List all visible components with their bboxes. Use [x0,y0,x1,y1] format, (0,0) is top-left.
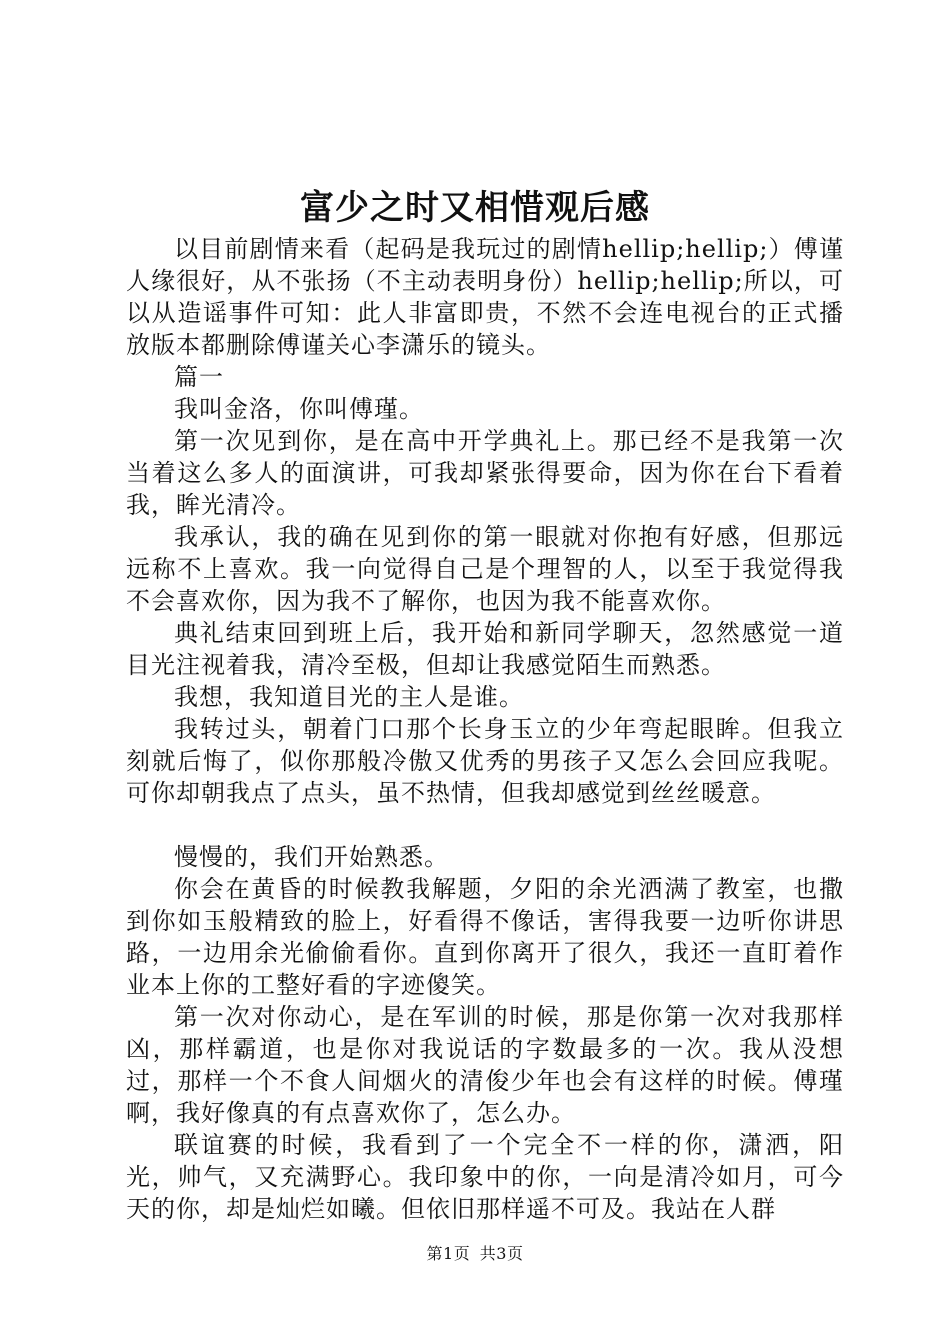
paragraph: 你会在黄昏的时候教我解题，夕阳的余光洒满了教室，也撒到你如玉般精致的脸上，好看得不像话，害得我要一边听你讲思路，一边用余光偷偷看你。直到你离开了很久，我还一直盯着作业本上你的工整好看的字迹傻笑。 [126,875,844,999]
paragraph-section-heading: 篇一 [174,363,224,391]
paragraph: 慢慢的，我们开始熟悉。 [174,843,449,871]
paragraph: 典礼结束回到班上后，我开始和新同学聊天，忽然感觉一道目光注视着我，清冷至极，但却让我感觉陌生而熟悉。 [126,619,844,679]
paragraph-intro: 以目前剧情来看（起码是我玩过的剧情hellip;hellip;）傅谨人缘很好，从不张扬（不主动表明身份）hellip;hellip;所以，可以从造谣事件可知：此人非富即贵，不然不会连电视台的正式播放版本都删除傅谨关心李潇乐的镜头。 [126,235,844,359]
page-number: 第1页 [426,1244,471,1263]
paragraph: 我叫金洛，你叫傅瑾。 [174,395,424,423]
page-total: 共3页 [479,1244,524,1263]
page-footer [0,1242,950,1266]
paragraph: 第一次见到你，是在高中开学典礼上。那已经不是我第一次当着这么多人的面演讲，可我却紧张得要命，因为你在台下看着我，眸光清冷。 [126,427,844,519]
paragraph: 我想，我知道目光的主人是谁。 [174,683,524,711]
paragraph: 第一次对你动心，是在军训的时候，那是你第一次对我那样凶，那样霸道，也是你对我说话的字数最多的一次。我从没想过，那样一个不食人间烟火的清俊少年也会有这样的时候。傅瑾啊，我好像真的有点喜欢你了，怎么办。 [126,1003,844,1127]
document-title: 富少之时又相惜观后感 [300,188,650,228]
paragraph: 我承认，我的确在见到你的第一眼就对你抱有好感，但那远远称不上喜欢。我一向觉得自己是个理智的人，以至于我觉得我不会喜欢你，因为我不了解你，也因为我不能喜欢你。 [126,523,844,615]
paragraph: 联谊赛的时候，我看到了一个完全不一样的你，潇洒，阳光，帅气，又充满野心。我印象中的你，一向是清冷如月，可今天的你，却是灿烂如曦。但依旧那样遥不可及。我站在人群 [126,1131,844,1223]
paragraph: 我转过头，朝着门口那个长身玉立的少年弯起眼眸。但我立刻就后悔了，似你那般冷傲又优秀的男孩子又怎么会回应我呢。可你却朝我点了点头，虽不热情，但我却感觉到丝丝暖意。 [126,715,844,807]
document-body [126,233,844,1225]
